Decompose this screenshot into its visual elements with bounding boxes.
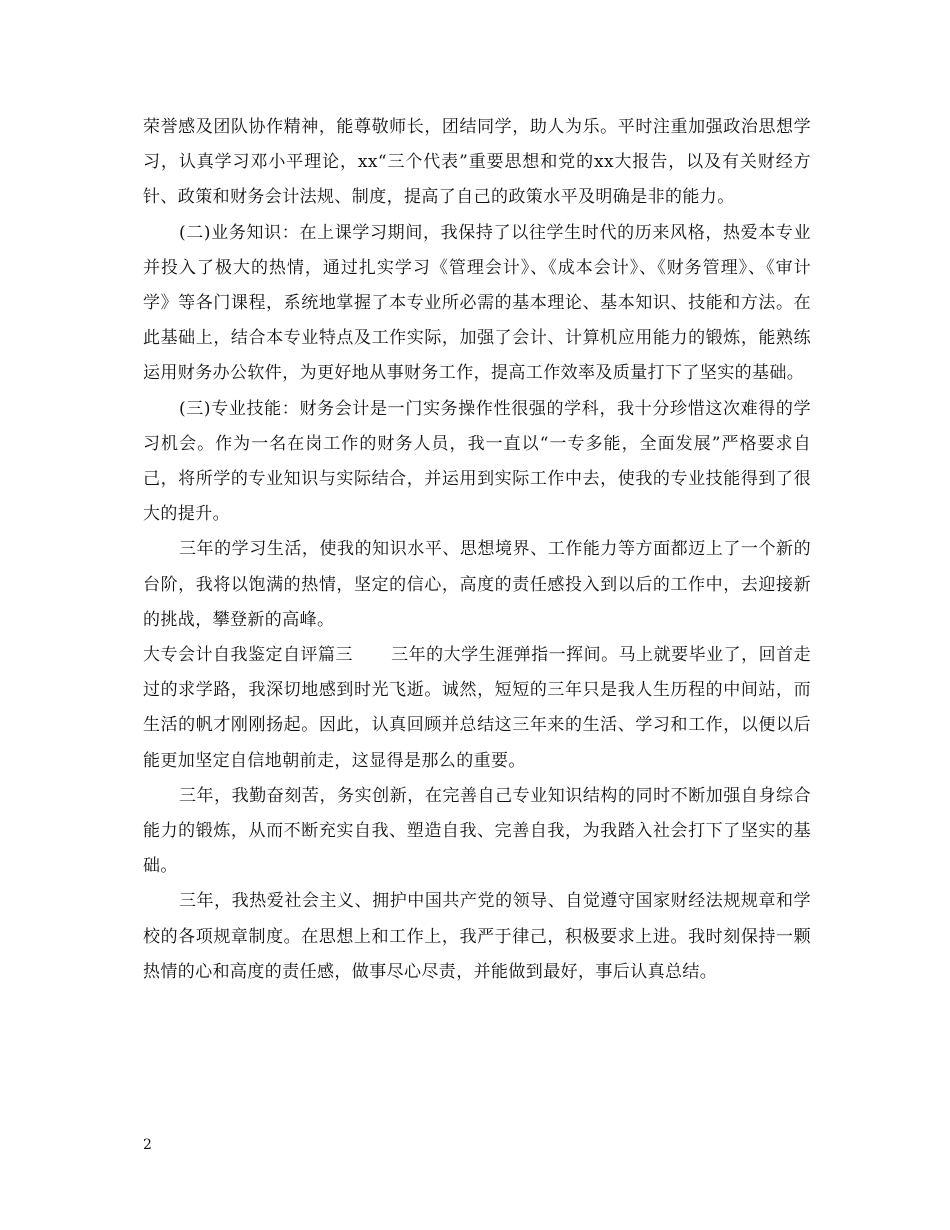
paragraph-continuation: 荣誉感及团队协作精神，能尊敬师长，团结同学，助人为乐。平时注重加强政治思想学习，认真学习邓小平理论，xx“三个代表”重要思想和党的xx大报告，以及有关财经方针、政策和财务会计法规、制度，提高了自己的政策水平及明确是非的能力。 [143, 117, 811, 208]
section-title: 大专会计自我鉴定自评篇三 [143, 645, 353, 666]
paragraph-three-years-study: 三年的学习生活，使我的知识水平、思想境界、工作能力等方面都迈上了一个新的台阶，我将以饱满的热情，坚定的信心，高度的责任感投入到以后的工作中，去迎接新的挑战，攀登新的高峰。 [143, 539, 811, 630]
paragraph-love-socialism: 三年，我热爱社会主义、拥护中国共产党的领导、自觉遵守国家财经法规规章和学校的各项规章制度。在思想上和工作上，我严于律己，积极要求上进。我时刻保持一颗热情的心和高度的责任感，做事尽心尽责，并能做到最好，事后认真总结。 [143, 891, 811, 982]
paragraph-section-three [143, 638, 811, 779]
paragraph-professional-skills: (三)专业技能：财务会计是一门实务操作性很强的学科，我十分珍惜这次难得的学习机会。作为一名在岗工作的财务人员，我一直以“一专多能，全面发展”严格要求自己，将所学的专业知识与实际结合，并运用到实际工作中去，使我的专业技能得到了很大的提升。 [143, 398, 811, 525]
page-number: 2 [143, 1137, 152, 1153]
paragraph-diligent: 三年，我勤奋刻苦，务实创新，在完善自己专业知识结构的同时不断加强自身综合能力的锻炼，从而不断充实自我、塑造自我、完善自我，为我踏入社会打下了坚实的基础。 [143, 785, 811, 877]
section-intro-text: 三年的大学生涯弹指一挥间。马上就要毕业了，回首走过的求学路，我深切地感到时光飞逝。诚然，短短的三年只是我人生历程的中间站，而生活的帆才刚刚扬起。因此，认真回顾并总结这三年来的生活、学习和工作，以便以后能更加坚定自信地朝前走，这显得是那么的重要。 [143, 645, 811, 771]
paragraph-business-knowledge: (二)业务知识：在上课学习期间，我保持了以往学生时代的历来风格，热爱本专业并投入了极大的热情，通过扎实学习《管理会计》、《成本会计》、《财务管理》、《审计学》等各门课程，系统地掌握了本专业所必需的基本理论、基本知识、技能和方法。在此基础上，结合本专业特点及工作实际，加强了会计、计算机应用能力的锻炼，能熟练运用财务办公软件，为更好地从事财务工作，提高工作效率及质量打下了坚实的基础。 [143, 222, 811, 384]
document-body [143, 110, 811, 990]
